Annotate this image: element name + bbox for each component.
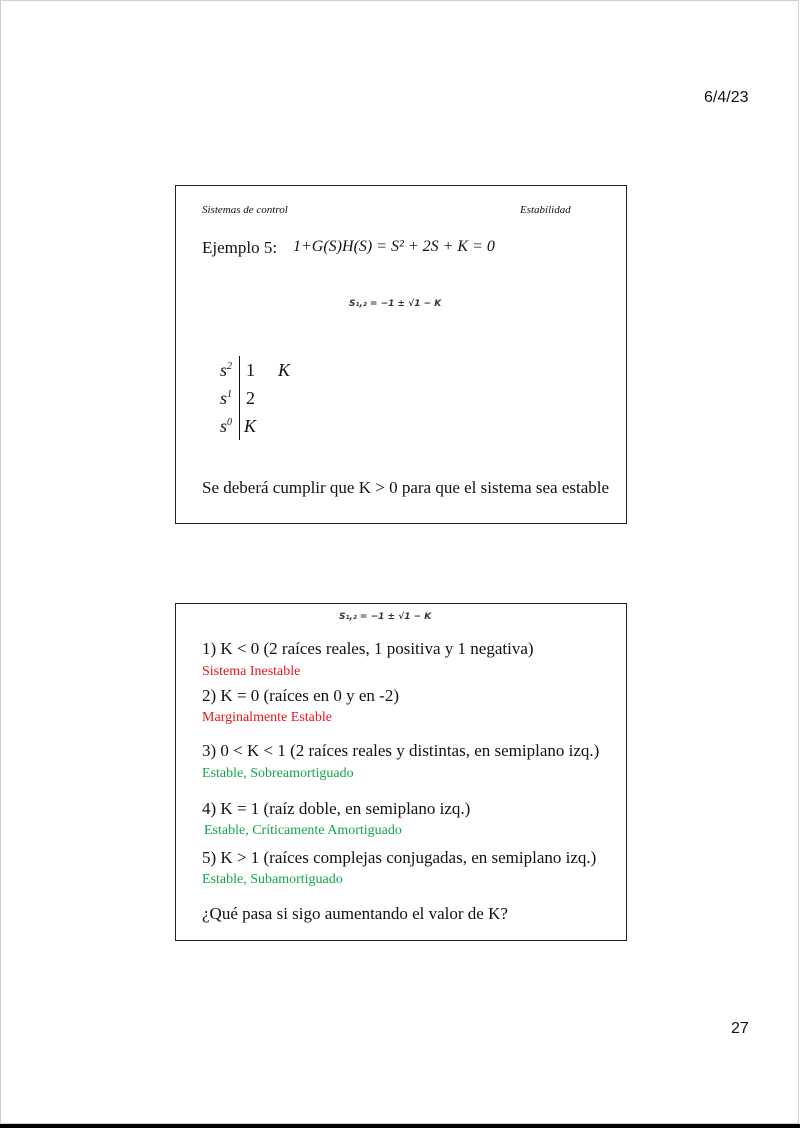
slide-header-left: Sistemas de control xyxy=(202,204,288,216)
question: ¿Qué pasa si sigo aumentando el valor de K? xyxy=(202,904,508,923)
characteristic-equation: 1+G(S)H(S) = S² + 2S + K = 0 xyxy=(293,238,495,255)
case-1-result: Sistema Inestable xyxy=(202,664,301,679)
routh-cell: K xyxy=(278,360,291,380)
slide-cases xyxy=(175,603,627,941)
case-4-result: Estable, Críticamente Amortiguado xyxy=(204,823,402,838)
slide-header-right: Estabilidad xyxy=(520,204,571,216)
case-5-result: Estable, Subamortiguado xyxy=(202,872,343,887)
case-2-result: Marginalmente Estable xyxy=(202,710,332,725)
routh-table: $s^2$ 1 K $s^1$ 2 $s^0$ K xyxy=(220,354,300,442)
routh-cell: K xyxy=(244,416,257,436)
page-number: 27 xyxy=(731,1020,749,1037)
routh-cell: 2 xyxy=(246,388,255,408)
case-2: 2) K = 0 (raíces en 0 y en -2) xyxy=(202,686,399,705)
roots-formula: S₁,₂ = −1 ± √1 − K xyxy=(349,299,442,309)
routh-cell: 1 xyxy=(246,360,255,380)
example-label: Ejemplo 5: xyxy=(202,238,278,257)
roots-formula: S₁,₂ = −1 ± √1 − K xyxy=(339,612,432,622)
case-5: 5) K > 1 (raíces complejas conjugadas, en semiplano izq.) xyxy=(202,848,597,867)
bottom-bar xyxy=(0,1124,800,1128)
case-4: 4) K = 1 (raíz doble, en semiplano izq.) xyxy=(202,799,471,818)
stability-conclusion: Se deberá cumplir que K > 0 para que el sistema sea estable xyxy=(202,478,610,497)
slide-example-5 xyxy=(175,185,627,524)
page-date: 6/4/23 xyxy=(704,89,749,106)
case-1: 1) K < 0 (2 raíces reales, 1 positiva y 1 negativa) xyxy=(202,639,534,658)
case-3: 3) 0 < K < 1 (2 raíces reales y distintas, en semiplano izq.) xyxy=(202,741,600,760)
case-3-result: Estable, Sobreamortiguado xyxy=(202,766,354,781)
